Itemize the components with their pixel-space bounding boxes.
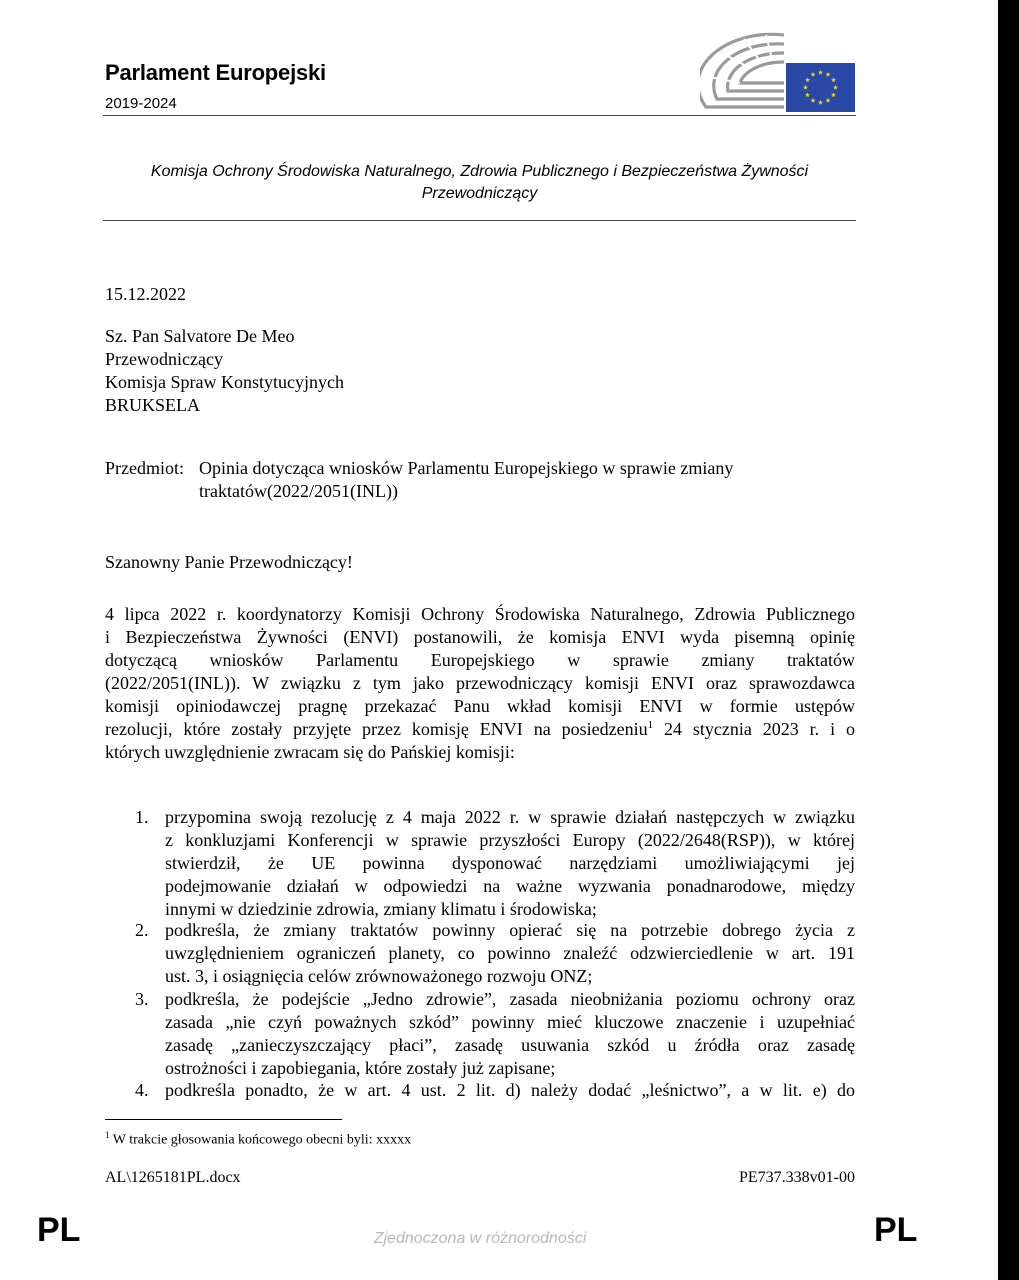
parliament-term: 2019-2024 (105, 95, 177, 112)
subject-label: Przedmiot: (105, 458, 184, 478)
footnote: $^1$ W trakcie głosowania końcowego obecni byli: xxxxx (105, 1130, 412, 1148)
committee-role: Przewodniczący (421, 185, 538, 202)
european-parliament-logo-icon (700, 27, 856, 117)
header-rule (103, 115, 856, 116)
footnote-reference[interactable]: 1 (647, 719, 654, 731)
recipient-role: Przewodniczący (105, 349, 223, 369)
committee-heading (103, 161, 856, 205)
recipient-committee: Komisja Spraw Konstytucyjnych (105, 372, 344, 392)
salutation: Szanowny Panie Przewodniczący! (105, 552, 353, 572)
body-paragraph: 4 lipca 2022 r. koordynatorzy Komisji Ochrony Środowiska Naturalnego, Zdrowia Publicznego i Bezpieczeństwa Żywności (ENVI) postanowili, że komisja ENVI wyda pisemną opinię dotyczącą wniosków Parlamentu Europejskiego w sprawie zmiany traktatów (2022/2051(INL)). W związku z tym jako przewodniczący komisji ENVI oraz sprawozdawca komisji opiniodawczej pragnę przekazać Panu wkład komisji ENVI w formie ustępów rezolucji, które zostały przyjęte przez komisję ENVI na posiedzeniu$^1$ 24 stycznia 2023 r. i o których uwzględnienie zwracam się do Pańskiej komisji: (105, 604, 855, 762)
subject-text: Opinia dotycząca wniosków Parlamentu Europejskiego w sprawie zmiany traktatów(2022/2051(INL)) (199, 458, 734, 501)
language-code-right: PL (874, 1211, 918, 1249)
footnote-mark: 1 (105, 1130, 110, 1140)
recipient-name: Sz. Pan Salvatore De Meo (105, 326, 295, 346)
body-line-with-footnote: rezolucji, które zostały przyjęte przez komisję ENVI na posiedzeniu$^1$ 24 stycznia 2023 r. i o (105, 719, 855, 739)
document-reference: AL\1265181PL.docx (105, 1169, 241, 1186)
eu-motto: Zjednoczona w różnorodności (373, 1230, 587, 1247)
letter-date: 15.12.2022 (105, 284, 186, 304)
institution-title: Parlament Europejski (105, 60, 326, 85)
language-code-left: PL (37, 1211, 81, 1249)
committee-name: Komisja Ochrony Środowiska Naturalnego, Zdrowia Publicznego i Bezpieczeństwa Żywności (150, 163, 809, 180)
footnote-rule (105, 1119, 342, 1120)
committee-rule (103, 220, 856, 221)
recipient-address (105, 325, 344, 417)
recipient-city: BRUKSELA (105, 395, 201, 415)
right-edge-bar (998, 0, 1019, 1280)
pe-reference: PE737.338v01-00 (739, 1169, 855, 1186)
